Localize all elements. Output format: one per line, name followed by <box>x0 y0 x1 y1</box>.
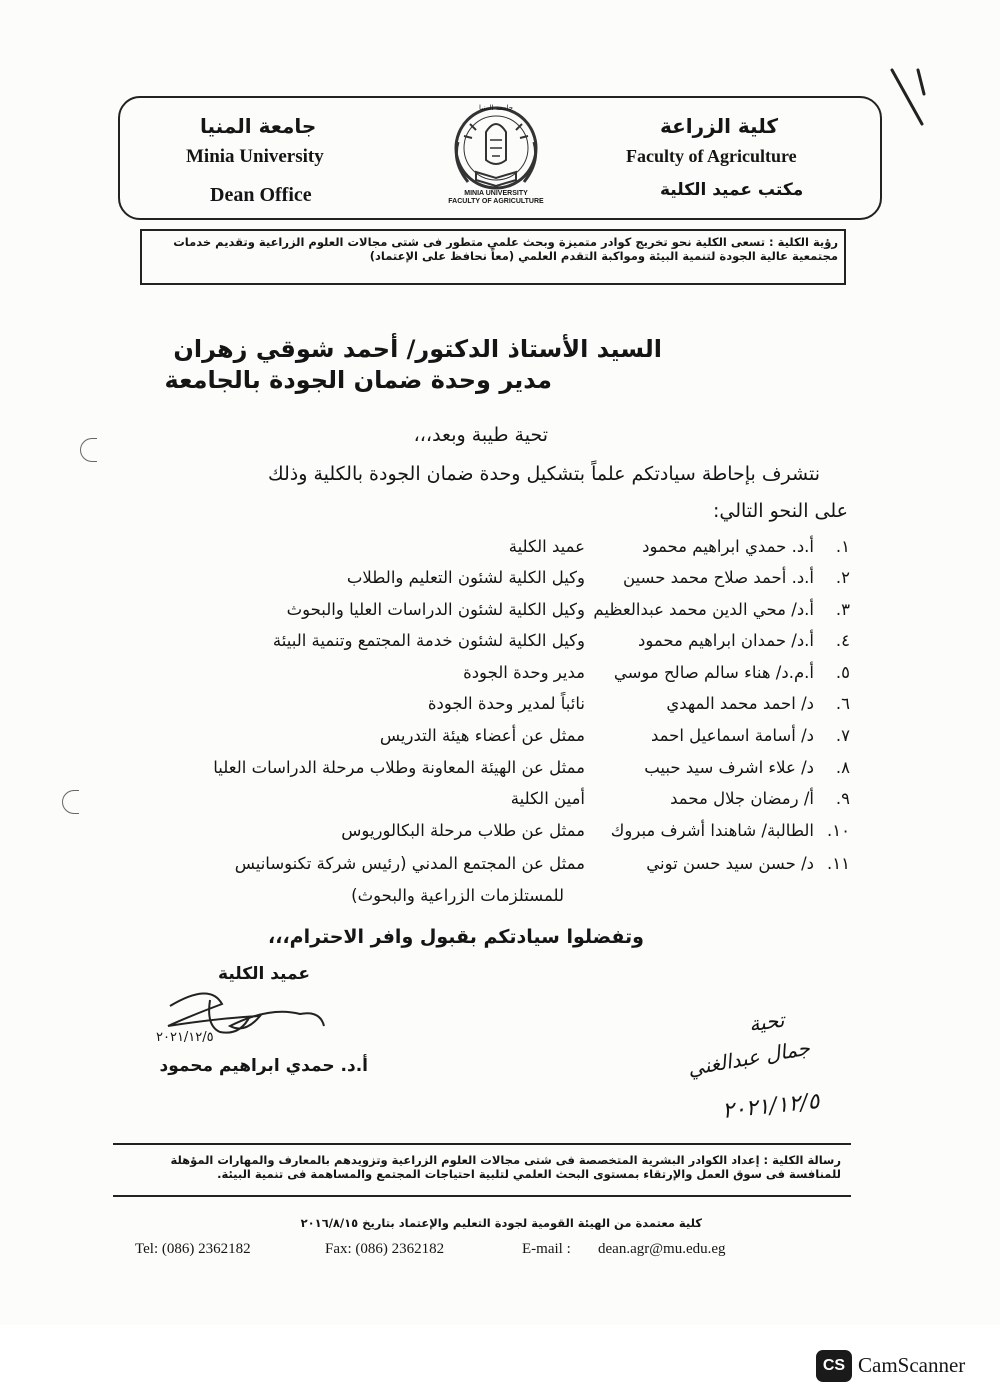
faculty-vision-box <box>140 229 846 285</box>
member-name: أ.د/ محي الدين محمد عبدالعظيم <box>593 600 814 619</box>
member-name: د/ علاء اشرف سيد حبيب <box>644 758 814 777</box>
logo-caption-line1: MINIA UNIVERSITY <box>464 190 528 197</box>
member-role: ممثل عن الهيئة المعاونة وطلاب مرحلة الدراسات العليا <box>213 758 585 777</box>
member-role: أمين الكلية <box>510 789 585 808</box>
member-number: ٤. <box>835 631 850 650</box>
intro-line-2: على النحو التالي: <box>712 500 848 522</box>
mission-line-2: للمنافسة فى سوق العمل والإرتقاء بمستوى البحث العلمي لتلبية احتياجات المجتمع والمساهمة فى تنمية البيئة. <box>217 1167 841 1181</box>
logo-seal-text: جامعة المنيا <box>478 104 514 112</box>
addressee-name: السيد الأستاذ الدكتور/ أحمد شوقي زهران <box>173 335 662 363</box>
email-label: E-mail : <box>522 1241 571 1257</box>
member-number: ١٠. <box>827 821 850 840</box>
member-role: مدير وحدة الجودة <box>463 663 585 682</box>
closing-line: وتفضلوا سيادتكم بقبول وافر الاحترام،،، <box>268 926 644 948</box>
member-name: د/ أسامة اسماعيل احمد <box>650 726 814 745</box>
member-role: عميد الكلية <box>508 537 585 556</box>
member-name: أ.د/ حمدان ابراهيم محمود <box>638 631 814 650</box>
member-role: ممثل عن طلاب مرحلة البكالوريوس <box>341 821 585 840</box>
greeting: تحية طيبة وبعد،،، <box>413 424 548 446</box>
side-note-word: تحية <box>747 1007 786 1037</box>
member-role: ممثل عن المجتمع المدني (رئيس شركة تكنوسانيس <box>234 854 585 873</box>
intro-line-1: نتشرف بإحاطة سيادتكم علماً بتشكيل وحدة ضمان الجودة بالكلية وذلك <box>267 463 820 485</box>
member-number: ٩. <box>835 789 850 808</box>
fax: Fax: (086) 2362182 <box>325 1241 445 1257</box>
logo-caption <box>440 190 552 206</box>
camscanner-brand: CamScanner <box>858 1353 966 1377</box>
member-11-continuation: للمستلزمات الزراعية والبحوث) <box>351 886 564 905</box>
side-note-name: جمال عبدالغني <box>685 1035 812 1081</box>
member-name: الطالبة/ شاهندا أشرف مبروك <box>610 821 814 840</box>
member-role: وكيل الكلية لشئون التعليم والطلاب <box>346 568 585 587</box>
addressee-position: مدير وحدة ضمان الجودة بالجامعة <box>164 366 552 394</box>
dean-title: عميد الكلية <box>218 964 310 984</box>
member-name: أ.د. أحمد صلاح محمد حسين <box>622 568 814 587</box>
side-note-date: ٢٠٢١/١٢/٥ <box>721 1088 822 1125</box>
vision-line-1: رؤية الكلية : تسعى الكلية نحو تخريج كوادر متميزة وبحث علمي متطور فى شتى مجالات العلوم الزراعية وتقديم خدمات <box>173 235 838 249</box>
member-row <box>120 854 850 884</box>
member-row <box>120 600 850 630</box>
member-row <box>120 726 850 756</box>
member-row <box>120 568 850 598</box>
member-number: ٥. <box>835 663 850 682</box>
logo-caption-line2: FACULTY OF AGRICULTURE <box>448 198 544 205</box>
dean-office-en: Dean Office <box>210 184 312 206</box>
member-name: أ.م.د/ هناء سالم صالح موسي <box>613 663 814 682</box>
mission-line-1: رسالة الكلية : إعداد الكوادر البشرية المتخصصة فى شتى مجالات العلوم الزراعية وتزويدهم بالمعارف والمهارات المؤهلة <box>170 1153 841 1167</box>
member-row <box>120 821 850 851</box>
member-name: د/ احمد محمد المهدي <box>666 694 814 713</box>
university-name-ar: جامعة المنيا <box>200 114 317 138</box>
punch-hole-bottom <box>62 790 79 814</box>
member-number: ٧. <box>835 726 850 745</box>
member-number: ٨. <box>835 758 850 777</box>
member-number: ٣. <box>835 600 850 619</box>
member-name: أ.د. حمدي ابراهيم محمود <box>642 537 814 556</box>
accreditation-note: كلية معتمدة من الهيئة القومية لجودة التعليم والإعتماد بتاريخ ٢٠١٦/٨/١٥ <box>300 1216 702 1230</box>
corner-number-mark <box>888 64 928 134</box>
email-address: dean.agr@mu.edu.eg <box>598 1241 726 1257</box>
dean-name: أ.د. حمدي ابراهيم محمود <box>159 1056 368 1076</box>
telephone: Tel: (086) 2362182 <box>135 1241 251 1257</box>
faculty-name-ar: كلية الزراعة <box>660 114 779 138</box>
member-row <box>120 663 850 693</box>
vision-line-2: مجتمعية عالية الجودة لتنمية البيئة ومواكبة التقدم العلمي (معاً نحافظ على الإعتماد) <box>369 249 838 263</box>
dean-office-ar: مكتب عميد الكلية <box>660 180 804 200</box>
member-role: نائباً لمدير وحدة الجودة <box>427 694 585 713</box>
member-name: أ/ رمضان جلال محمد <box>670 789 814 808</box>
member-row <box>120 631 850 661</box>
camscanner-logo: CS <box>816 1350 852 1382</box>
university-name-en: Minia University <box>186 146 324 167</box>
member-row <box>120 537 850 567</box>
member-row <box>120 694 850 724</box>
member-name: د/ حسن سيد حسن توني <box>646 854 814 873</box>
punch-hole-top <box>80 438 97 462</box>
member-role: وكيل الكلية لشئون خدمة المجتمع وتنمية البيئة <box>272 631 585 650</box>
dean-signature <box>150 986 340 1056</box>
faculty-mission-box <box>113 1143 851 1197</box>
faculty-name-en: Faculty of Agriculture <box>626 146 797 166</box>
member-number: ١. <box>835 537 850 556</box>
dean-signature-date: ٢٠٢١/١٢/٥ <box>156 1030 214 1045</box>
member-role: وكيل الكلية لشئون الدراسات العليا والبحوث <box>286 600 585 619</box>
member-number: ٢. <box>835 568 850 587</box>
member-row <box>120 758 850 788</box>
member-number: ٦. <box>835 694 850 713</box>
member-role: ممثل عن أعضاء هيئة التدريس <box>379 726 585 745</box>
member-row <box>120 789 850 819</box>
member-number: ١١. <box>827 854 850 873</box>
